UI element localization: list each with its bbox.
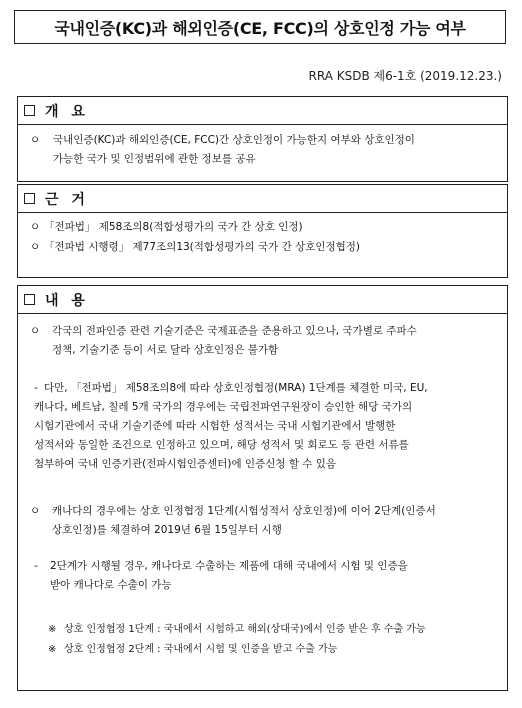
text-line: 캐나다의 경우에는 상호 인정협정 1단계(시험성적서 상호인정)에 이어 2단계(인증서 [52,505,436,517]
text-line: 상호 인정협정 2단계 : 국내에서 시험 및 인증을 받고 수출 가능 [64,644,338,655]
checkbox-square-icon [24,294,35,305]
text-line: 첨부하여 국내 인증기관(전파시험인증센터)에 인증신청 할 수 있음 [34,458,337,470]
text-line: 시험기관에서 국내 기술기준에 따라 시험한 성적서는 국내 시험기관에서 발행한 [34,420,396,432]
bullet-marker: ㅇ [30,325,41,337]
text-line: 상호 인정협정 1단계 : 국내에서 시험하고 해외(상대국)에서 인증 받은 후 수출 가능 [64,624,426,635]
section-heading: 내 용 [45,292,89,309]
checkbox-square-icon [24,193,35,204]
reference-number: RRA KSDB 제6-1호 (2019.12.23.) [308,69,502,83]
text-line: 받아 캐나다로 수출이 가능 [50,579,172,591]
text-line: 각국의 전파인증 관련 기술기준은 국제표준을 준용하고 있으나, 국가별로 주파수 [52,325,417,337]
section-header-content [18,286,507,314]
dash-marker: - [34,382,38,394]
text-line: 국내인증(KC)과 해외인증(CE, FCC)간 상호인정이 가능한지 여부와 상호인정이 [53,134,415,146]
section-content [17,285,508,691]
section-overview [17,96,508,182]
text-line: 정책, 기술기준 등이 서로 달라 상호인정은 불가함 [52,344,279,356]
text-line: 성적서와 동일한 조건으로 인정하고 있으며, 해당 성적서 및 회로도 등 관련 서류를 [34,439,409,451]
bullet-marker: ㅇ [30,134,41,146]
note-marker: ※ [48,644,57,655]
bullet-marker: ㅇ [30,241,41,253]
text-line: 상호인정)를 체결하여 2019년 6월 15일부터 시행 [52,524,282,536]
bullet-marker: ㅇ [30,221,41,233]
checkbox-square-icon [24,105,35,116]
section-heading: 근 거 [45,191,89,208]
section-heading: 개 요 [45,103,89,120]
dash-marker: - [34,560,38,572]
text-line: 「전파법」 제58조의8(적합성평가의 국가 간 상호 인정) [44,221,303,233]
section-header-basis [18,185,507,213]
section-header-overview [18,97,507,125]
document-title [14,10,506,44]
text-line: 가능한 국가 및 인정범위에 관한 정보를 공유 [53,153,256,165]
section-basis [17,184,508,278]
title-text: 국내인증(KC)과 해외인증(CE, FCC)의 상호인정 가능 여부 [54,18,466,38]
section-body [18,125,507,181]
section-body [18,213,507,277]
section-body [18,314,507,690]
text-line: 2단계가 시행될 경우, 캐나다로 수출하는 제품에 대해 국내에서 시험 및 인증을 [50,560,408,572]
bullet-marker: ㅇ [30,505,41,517]
text-line: 「전파법 시행령」 제77조의13(적합성평가의 국가 간 상호인정협정) [44,241,361,253]
text-line: 다만, 「전파법」 제58조의8에 따라 상호인정협정(MRA) 1단계를 체결한 미국, EU, [44,382,428,394]
text-line: 캐나다, 베트남, 칠레 5개 국가의 경우에는 국립전파연구원장이 승인한 해당 국가의 [34,401,413,413]
note-marker: ※ [48,624,57,635]
